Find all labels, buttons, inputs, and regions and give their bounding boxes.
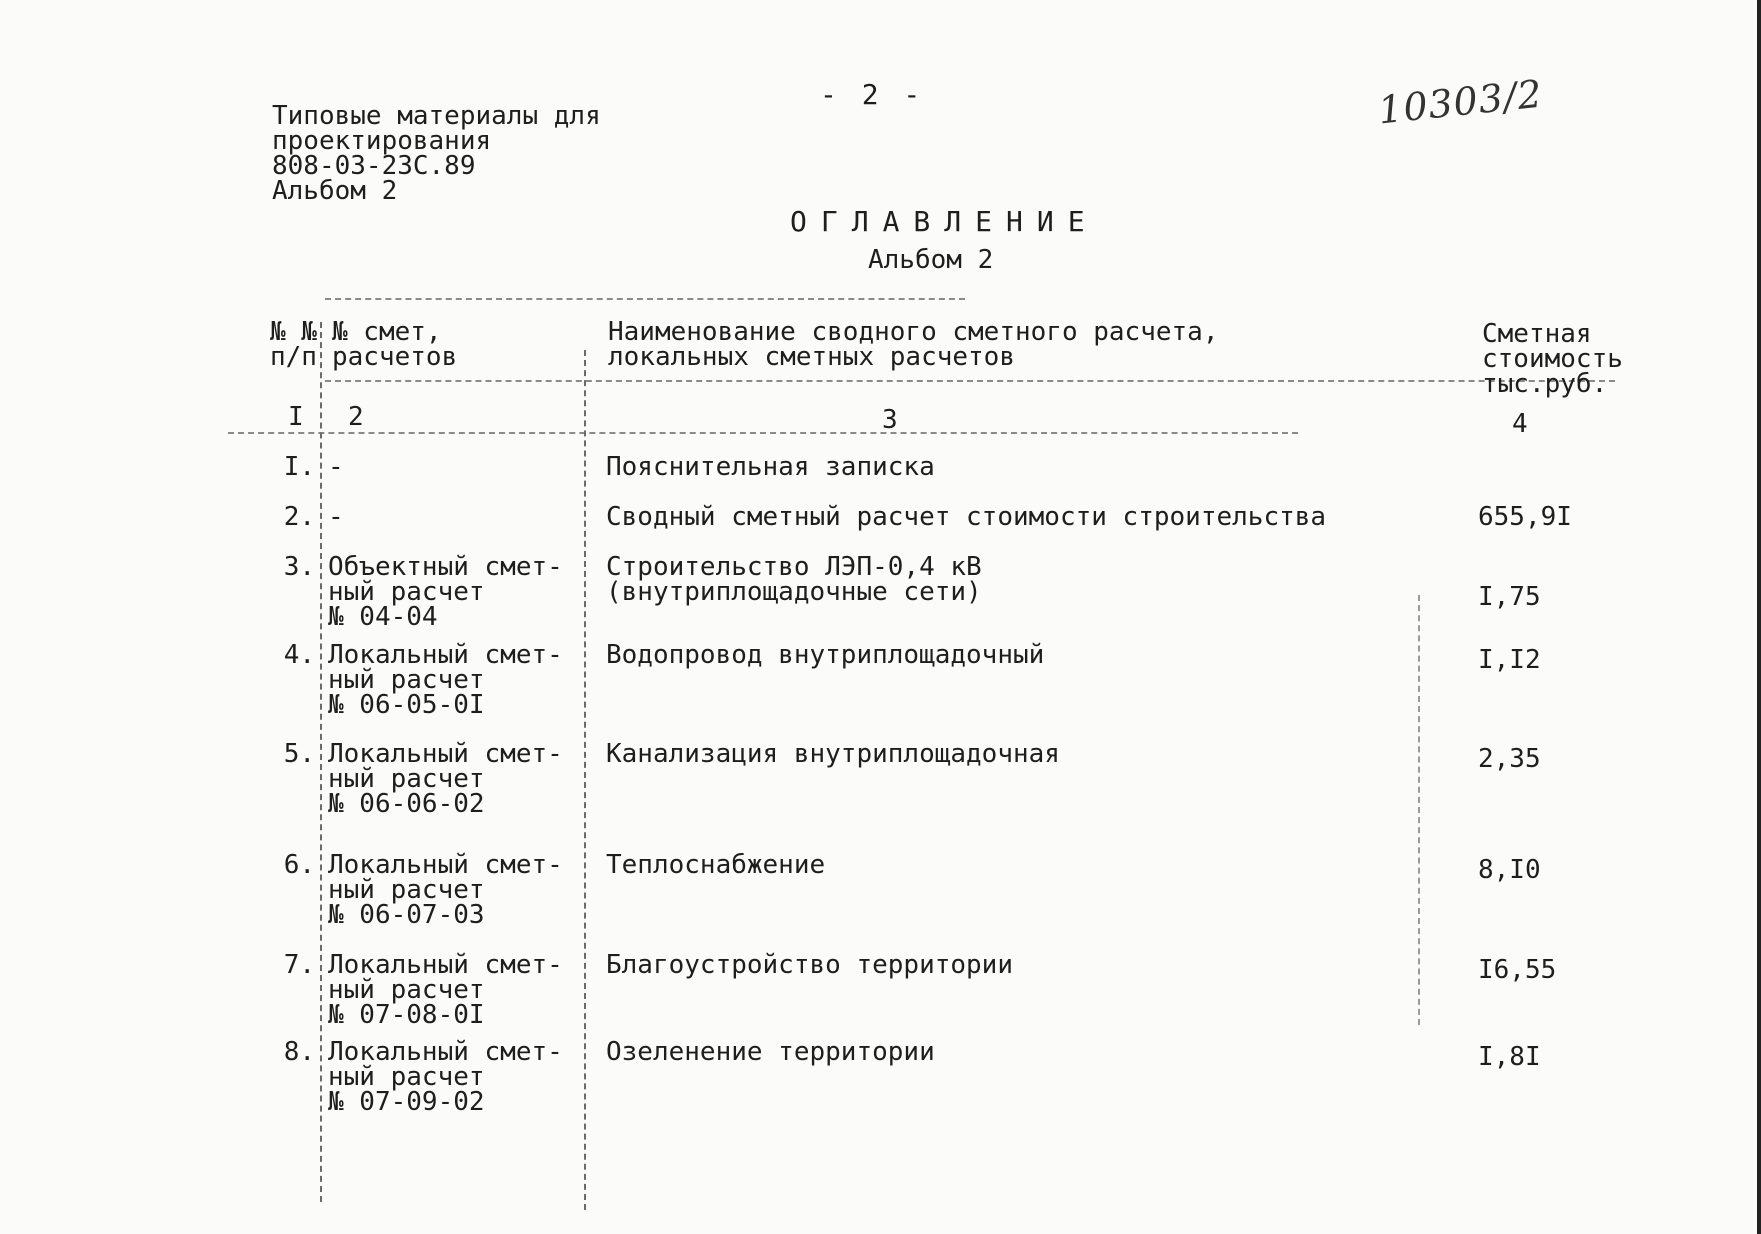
row-number: I. <box>283 452 315 482</box>
header-col1: № № п/п <box>270 317 317 372</box>
table-top-rule <box>325 298 965 300</box>
estimate-number: Объектный смет- ный расчет № 04-04 <box>328 552 563 632</box>
row-number: 3. <box>283 552 315 582</box>
header-col2: № смет, расчетов <box>332 317 458 372</box>
column-divider <box>320 322 322 1202</box>
estimate-cost: I,I2 <box>1478 645 1541 675</box>
doc-info-line: Типовые материалы для <box>272 101 601 131</box>
estimate-cost: I6,55 <box>1478 955 1557 985</box>
estimate-number: Локальный смет- ный расчет № 06-06-02 <box>328 739 563 819</box>
column-number: I <box>288 402 304 432</box>
row-number: 6. <box>283 850 315 880</box>
estimate-cost: 2,35 <box>1478 744 1541 774</box>
page-title: ОГЛАВЛЕНИЕ <box>790 205 1099 238</box>
estimate-cost: 8,I0 <box>1478 855 1541 885</box>
estimate-number: Локальный смет- ный расчет № 07-08-0I <box>328 950 563 1030</box>
handwritten-number: 10303/2 <box>1376 71 1545 133</box>
column-number: 2 <box>348 402 364 432</box>
row-number: 8. <box>283 1037 315 1067</box>
estimate-name: Сводный сметный расчет стоимости строительства <box>606 502 1327 532</box>
estimate-name: Строительство ЛЭП-0,4 кВ (внутриплощадочные сети) <box>606 552 982 607</box>
estimate-name: Пояснительная записка <box>606 452 935 482</box>
estimate-cost: I,8I <box>1478 1042 1541 1072</box>
estimate-name: Теплоснабжение <box>606 850 826 880</box>
header-col3: Наименование сводного сметного расчета, локальных сметных расчетов <box>608 317 1219 372</box>
column-number: 4 <box>1512 409 1528 439</box>
column-divider <box>1418 595 1420 1025</box>
header-rule <box>325 380 1615 382</box>
page-number: - 2 - <box>820 78 925 111</box>
row-number: 2. <box>283 502 315 532</box>
page-edge <box>1757 0 1761 1234</box>
estimate-name: Водопровод внутриплощадочный <box>606 640 1045 670</box>
column-number: 3 <box>882 405 898 435</box>
estimate-name: Канализация внутриплощадочная <box>606 739 1060 769</box>
estimate-number: Локальный смет- ный расчет № 06-07-03 <box>328 850 563 930</box>
estimate-name: Благоустройство территории <box>606 950 1013 980</box>
column-number-rule <box>228 432 1298 434</box>
row-number: 4. <box>283 640 315 670</box>
page-subtitle: Альбом 2 <box>868 245 994 275</box>
doc-info-line: Альбом 2 <box>272 176 398 206</box>
estimate-cost: I,75 <box>1478 582 1541 612</box>
estimate-number: - <box>328 502 344 532</box>
estimate-number: - <box>328 452 344 482</box>
document-info <box>272 101 601 206</box>
estimate-cost: 655,9I <box>1478 502 1572 532</box>
estimate-number: Локальный смет- ный расчет № 07-09-02 <box>328 1037 563 1117</box>
estimate-number: Локальный смет- ный расчет № 06-05-0I <box>328 640 563 720</box>
row-number: 5. <box>283 739 315 769</box>
column-divider <box>584 350 586 1210</box>
estimate-name: Озеленение территории <box>606 1037 935 1067</box>
row-number: 7. <box>283 950 315 980</box>
doc-info-line: проектирования <box>272 126 492 156</box>
doc-info-line: 808-03-23С.89 <box>272 151 476 181</box>
header-col4: Сметная стоимость тыс.руб. <box>1482 319 1623 399</box>
